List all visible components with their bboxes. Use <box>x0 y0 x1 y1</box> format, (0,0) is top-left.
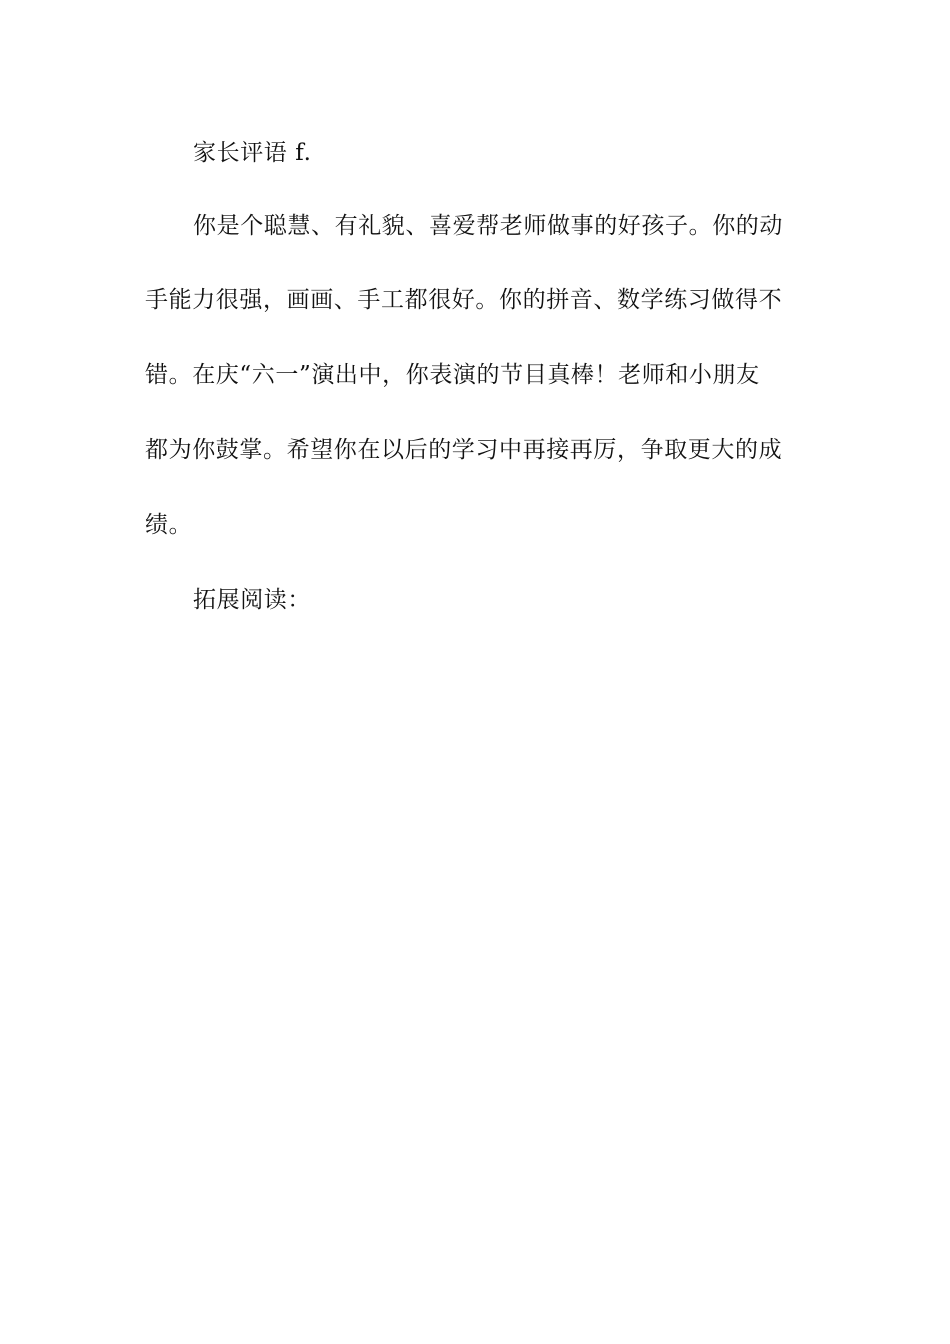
extended-reading-label: 拓展阅读： <box>193 587 311 613</box>
paragraph-line: 手能力很强，画画、手工都很好。你的拼音、数学练习做得不 <box>145 287 783 313</box>
paragraph-line: 绩。 <box>145 512 193 538</box>
paragraph-line: 都为你鼓掌。希望你在以后的学习中再接再厉，争取更大的成 <box>145 437 783 463</box>
paragraph-line: 你是个聪慧、有礼貌、喜爱帮老师做事的好孩子。你的动 <box>193 213 783 239</box>
paragraph-line: 错。在庆“六一”演出中，你表演的节目真棒！老师和小朋友 <box>145 362 760 388</box>
section-heading: 家长评语 f. <box>193 140 312 166</box>
